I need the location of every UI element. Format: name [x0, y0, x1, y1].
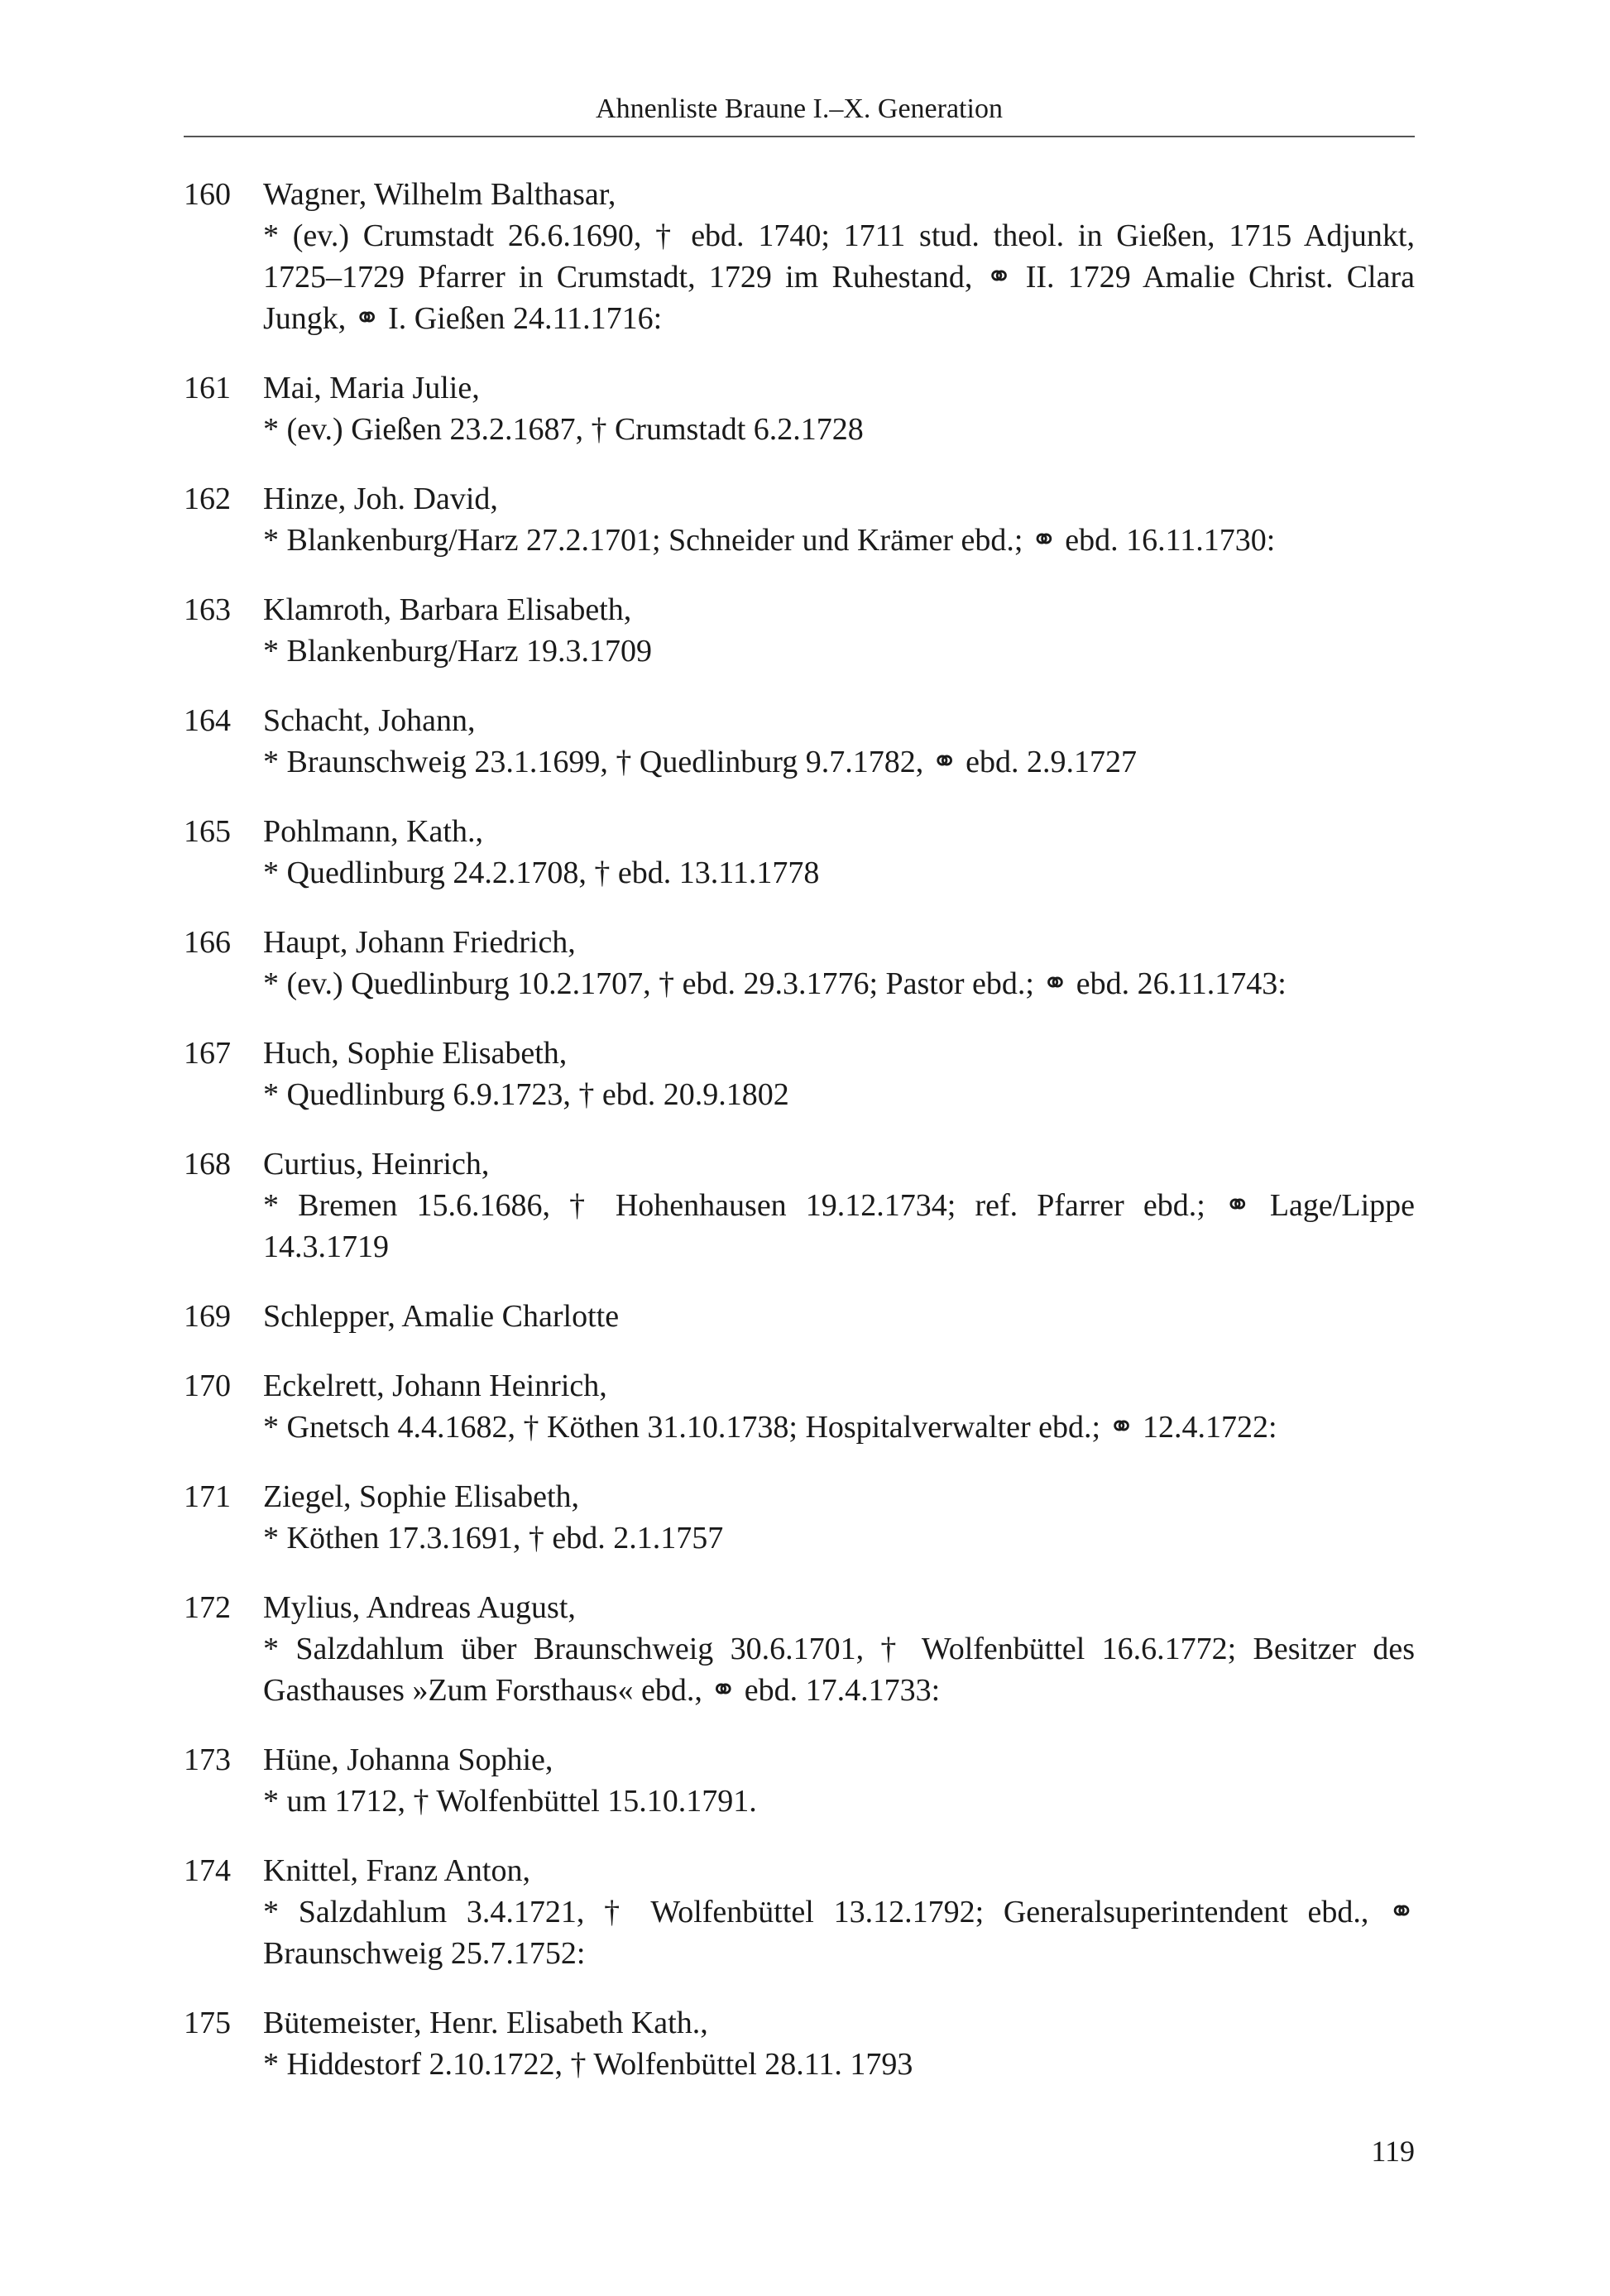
entry-name: Curtius, Heinrich,: [263, 1147, 490, 1182]
entry-number: 166: [184, 925, 231, 960]
entry-detail: * Salzdahlum über Braunschweig 30.6.1701, † Wolfenbüttel 16.6.1772; Besitzer des Gasthauses »Zum Forsthaus« ebd., ⚭ ebd. 17.4.1733:: [263, 1632, 1415, 1708]
list-item: [184, 1476, 1415, 1559]
entry-name: Haupt, Johann Friedrich,: [263, 925, 576, 960]
entry-detail: * (ev.) Crumstadt 26.6.1690, † ebd. 1740; 1711 stud. theol. in Gießen, 1715 Adjunkt, 1725–1729 Pfarrer in Crumstadt, 1729 im Ruhestand, ⚭ II. 1729 Amalie Christ. Clara Jungk, ⚭ I. Gießen 24.11.1716:: [263, 218, 1415, 336]
entry-number: 165: [184, 814, 231, 849]
list-item: [184, 1033, 1415, 1115]
entry-name: Mai, Maria Julie,: [263, 371, 480, 405]
entry-number: 170: [184, 1368, 231, 1403]
list-item: [184, 1739, 1415, 1822]
entry-detail: * Hiddestorf 2.10.1722, † Wolfenbüttel 28.11. 1793: [263, 2047, 913, 2082]
list-item: [184, 1365, 1415, 1448]
entry-name: Hüne, Johanna Sophie,: [263, 1742, 553, 1777]
list-item: [184, 1587, 1415, 1711]
entry-name: Schacht, Johann,: [263, 703, 476, 738]
entry-name: Klamroth, Barbara Elisabeth,: [263, 592, 632, 627]
list-item: [184, 2002, 1415, 2085]
entry-number: 174: [184, 1853, 231, 1888]
header-rule: [184, 136, 1415, 137]
entry-detail: * Quedlinburg 6.9.1723, † ebd. 20.9.1802: [263, 1077, 789, 1112]
entry-number: 167: [184, 1036, 231, 1071]
list-item: [184, 174, 1415, 339]
list-item: [184, 811, 1415, 894]
list-item: [184, 700, 1415, 783]
entry-number: 168: [184, 1147, 231, 1182]
entry-number: 175: [184, 2006, 231, 2040]
entry-detail: * Bremen 15.6.1686, † Hohenhausen 19.12.1734; ref. Pfarrer ebd.; ⚭ Lage/Lippe 14.3.1719: [263, 1188, 1415, 1264]
entry-name: Knittel, Franz Anton,: [263, 1853, 530, 1888]
entry-detail: * (ev.) Gießen 23.2.1687, † Crumstadt 6.2.1728: [263, 412, 864, 447]
entry-number: 169: [184, 1299, 231, 1334]
entry-detail: * (ev.) Quedlinburg 10.2.1707, † ebd. 29.3.1776; Pastor ebd.; ⚭ ebd. 26.11.1743:: [263, 966, 1287, 1001]
entry-number: 164: [184, 703, 231, 738]
list-item: [184, 1296, 1415, 1337]
entry-name: Pohlmann, Kath.,: [263, 814, 483, 849]
entry-number: 161: [184, 371, 231, 405]
list-item: [184, 589, 1415, 672]
entry-detail: * Gnetsch 4.4.1682, † Köthen 31.10.1738; Hospitalverwalter ebd.; ⚭ 12.4.1722:: [263, 1410, 1277, 1445]
entry-name: Hinze, Joh. David,: [263, 482, 498, 516]
entry-detail: * Blankenburg/Harz 27.2.1701; Schneider und Krämer ebd.; ⚭ ebd. 16.11.1730:: [263, 523, 1276, 558]
entry-detail: * Quedlinburg 24.2.1708, † ebd. 13.11.1778: [263, 856, 820, 890]
running-header: Ahnenliste Braune I.–X. Generation: [596, 93, 1003, 124]
list-item: [184, 922, 1415, 1004]
entry-detail: * um 1712, † Wolfenbüttel 15.10.1791.: [263, 1784, 757, 1819]
list-item: [184, 478, 1415, 561]
ancestor-list: [184, 174, 1415, 2113]
entry-name: Ziegel, Sophie Elisabeth,: [263, 1479, 580, 1514]
entry-number: 163: [184, 592, 231, 627]
list-item: [184, 367, 1415, 450]
entry-detail: * Köthen 17.3.1691, † ebd. 2.1.1757: [263, 1521, 724, 1555]
entry-number: 160: [184, 177, 231, 212]
entry-name: Eckelrett, Johann Heinrich,: [263, 1368, 607, 1403]
entry-detail: * Salzdahlum 3.4.1721, † Wolfenbüttel 13.12.1792; Generalsuperintendent ebd., ⚭ Braunschweig 25.7.1752:: [263, 1895, 1415, 1971]
entry-detail: * Braunschweig 23.1.1699, † Quedlinburg 9.7.1782, ⚭ ebd. 2.9.1727: [263, 745, 1137, 779]
entry-name: Wagner, Wilhelm Balthasar,: [263, 177, 616, 212]
entry-number: 172: [184, 1590, 231, 1625]
entry-detail: * Blankenburg/Harz 19.3.1709: [263, 634, 652, 669]
list-item: [184, 1143, 1415, 1268]
entry-number: 171: [184, 1479, 231, 1514]
entry-number: 173: [184, 1742, 231, 1777]
entry-name: Huch, Sophie Elisabeth,: [263, 1036, 568, 1071]
entry-number: 162: [184, 482, 231, 516]
list-item: [184, 1850, 1415, 1974]
entry-name: Mylius, Andreas August,: [263, 1590, 576, 1625]
entry-name: Schlepper, Amalie Charlotte: [263, 1299, 620, 1334]
page-number: 119: [1371, 2135, 1415, 2168]
entry-name: Bütemeister, Henr. Elisabeth Kath.,: [263, 2006, 708, 2040]
